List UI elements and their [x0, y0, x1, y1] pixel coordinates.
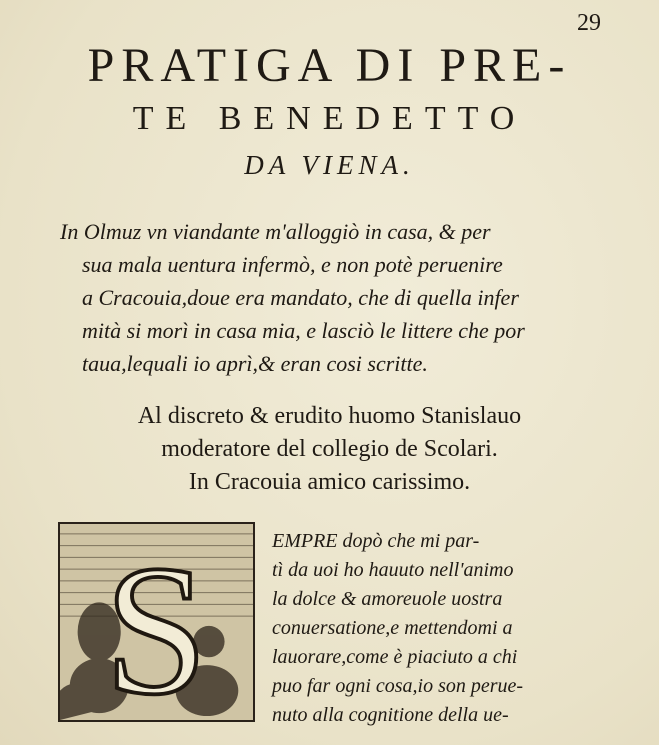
body-line: lauorare,come è piaciuto a chi: [272, 646, 518, 668]
decorated-initial-illustration: [60, 524, 253, 720]
intro-line: sua mala uentura infermò, e non potè peruenire: [82, 252, 503, 277]
body-line: la dolce & amoreuole uostra: [272, 588, 503, 610]
intro-line: mità si morì in casa mia, e lasciò le littere che por: [82, 318, 525, 343]
intro-line: taua,lequali io aprì,& eran cosi scritte.: [82, 351, 428, 376]
address-block: [0, 400, 659, 499]
body-line: puo far ogni cosa,io son perue-: [272, 675, 524, 697]
body-line: conuersatione,e mettendomi a: [272, 617, 513, 639]
page-number: 29: [577, 10, 601, 36]
intro-line: In Olmuz vn viandante m'alloggiò in casa, & per: [60, 219, 491, 244]
body-line: nuto alla cognitione della ue-: [272, 704, 509, 726]
title-line-2: TE BENEDETTO: [132, 100, 527, 137]
decorated-initial: [58, 522, 255, 722]
initial-letter: S: [104, 527, 208, 720]
body-paragraph: [272, 527, 592, 730]
address-line: moderatore del collegio de Scolari.: [161, 436, 498, 462]
address-line: Al discreto & erudito huomo Stanislauo: [137, 403, 522, 429]
intro-line: a Cracouia,doue era mandato, che di quella infer: [82, 285, 519, 310]
address-line: In Cracouia amico carissimo.: [188, 469, 471, 495]
title-line-1: PRATIGA DI PRE-: [87, 39, 572, 92]
body-line: EMPRE dopò che mi par-: [272, 530, 480, 552]
title-line-3: DA VIENA.: [244, 150, 415, 180]
intro-paragraph: [60, 215, 600, 380]
body-line: tì da uoi ho hauuto nell'animo: [272, 559, 514, 581]
